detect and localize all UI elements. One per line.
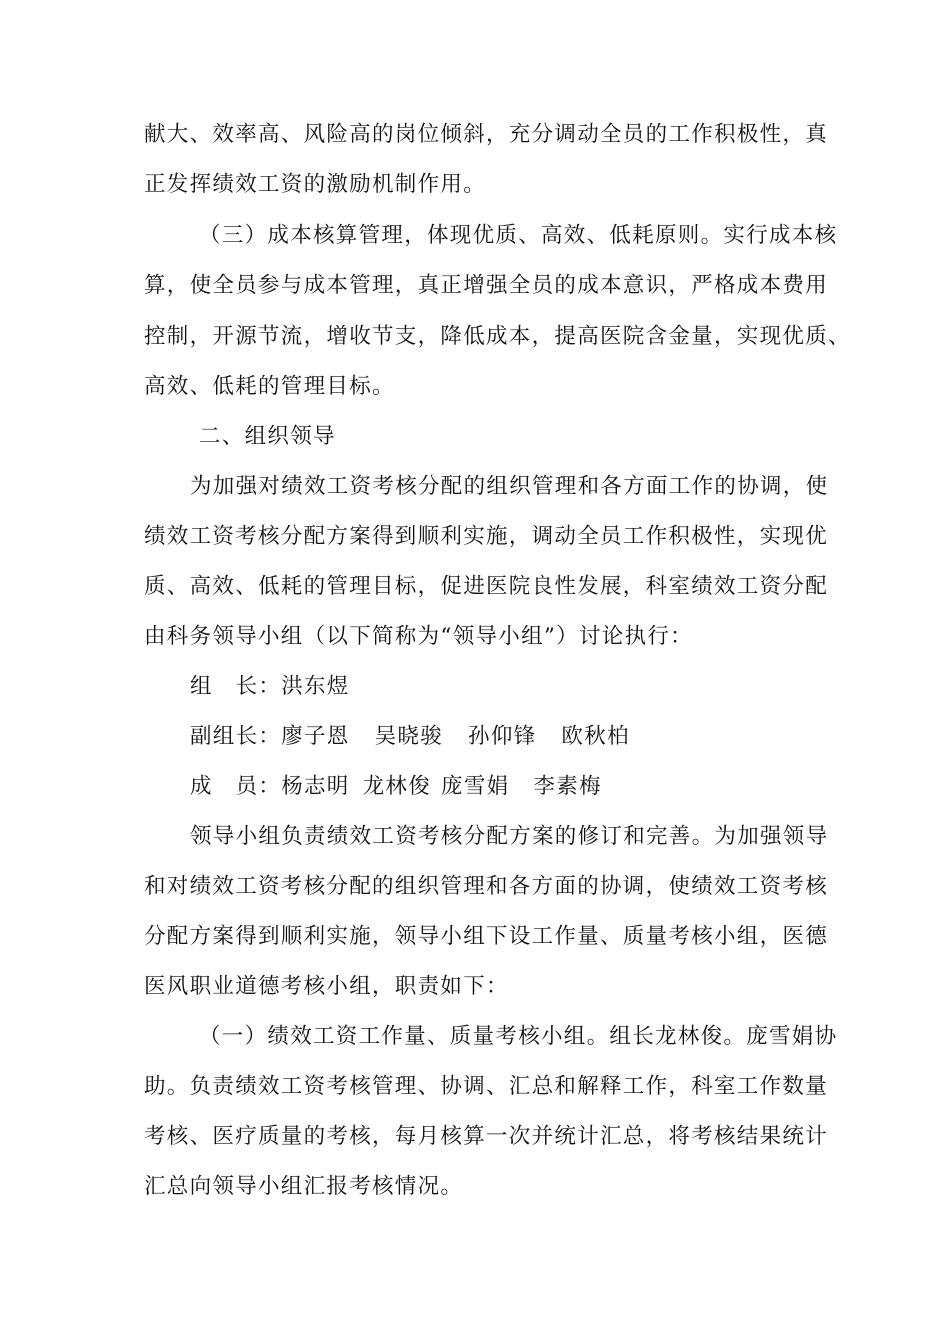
paragraph-1-line-2: 正发挥绩效工资的激励机制作用。: [144, 172, 487, 197]
deputy-name: 廖子恩: [281, 724, 350, 749]
paragraph-5-line-2: 助。负责绩效工资考核管理、协调、汇总和解释工作，科室工作数量: [144, 1074, 829, 1099]
paragraph-3-line-3: 质、高效、低耗的管理目标，促进医院良性发展，科室绩效工资分配: [144, 574, 829, 599]
paragraph-2-line-1: （三）成本核算管理，体现优质、高效、低耗原则。实行成本核: [199, 223, 838, 248]
paragraph-3-line-2: 绩效工资考核分配方案得到顺利实施，调动全员工作积极性，实现优: [144, 524, 829, 549]
paragraph-4-line-3: 分配方案得到顺利实施，领导小组下设工作量、质量考核小组，医德: [144, 924, 829, 949]
paragraph-5-line-4: 汇总向领导小组汇报考核情况。: [144, 1174, 464, 1199]
paragraph-2-line-4: 高效、低耗的管理目标。: [144, 374, 395, 399]
paragraph-1-line-1: 献大、效率高、风险高的岗位倾斜，充分调动全员的工作积极性，真: [144, 122, 829, 147]
member-name: 杨志明: [281, 774, 350, 799]
leader-label: 组 长：: [190, 674, 282, 699]
leader-row: [190, 672, 860, 702]
member-name: 龙林俊: [362, 774, 432, 799]
paragraph-4-line-1: 领导小组负责绩效工资考核分配方案的修订和完善。为加强领导: [190, 824, 829, 849]
paragraph-4-line-4: 医风职业道德考核小组，职责如下：: [144, 974, 509, 999]
deputy-row: [190, 722, 860, 752]
section-heading: 二、组织领导: [199, 424, 336, 449]
member-label: 成 员：: [190, 774, 282, 799]
deputy-name: 吴晓骏: [374, 724, 444, 749]
paragraph-5-line-1: （一）绩效工资工作量、质量考核小组。组长龙林俊。庞雪娟协: [199, 1024, 838, 1049]
deputy-label: 副组长：: [190, 724, 282, 749]
deputy-name: 孙仰锋: [468, 724, 537, 749]
paragraph-3-line-4: 由科务领导小组（以下简称为“领导小组”）讨论执行：: [144, 624, 693, 649]
paragraph-5-line-3: 考核、医疗质量的考核，每月核算一次并统计汇总，将考核结果统计: [144, 1124, 829, 1149]
paragraph-2-line-3: 控制，开源节流，增收节支，降低成本，提高医院含金量，实现优质、: [144, 324, 851, 349]
member-name: 庞雪娟: [441, 774, 510, 799]
deputy-name: 欧秋柏: [561, 724, 630, 749]
paragraph-2-line-2: 算，使全员参与成本管理，真正增强全员的成本意识，严格成本费用: [144, 273, 829, 298]
member-row: [190, 772, 860, 802]
paragraph-3-line-1: 为加强对绩效工资考核分配的组织管理和各方面工作的协调，使: [190, 474, 829, 499]
member-name: 李素梅: [533, 774, 602, 799]
leader-name: 洪东煜: [281, 674, 350, 699]
paragraph-4-line-2: 和对绩效工资考核分配的组织管理和各方面的协调，使绩效工资考核: [144, 874, 829, 899]
